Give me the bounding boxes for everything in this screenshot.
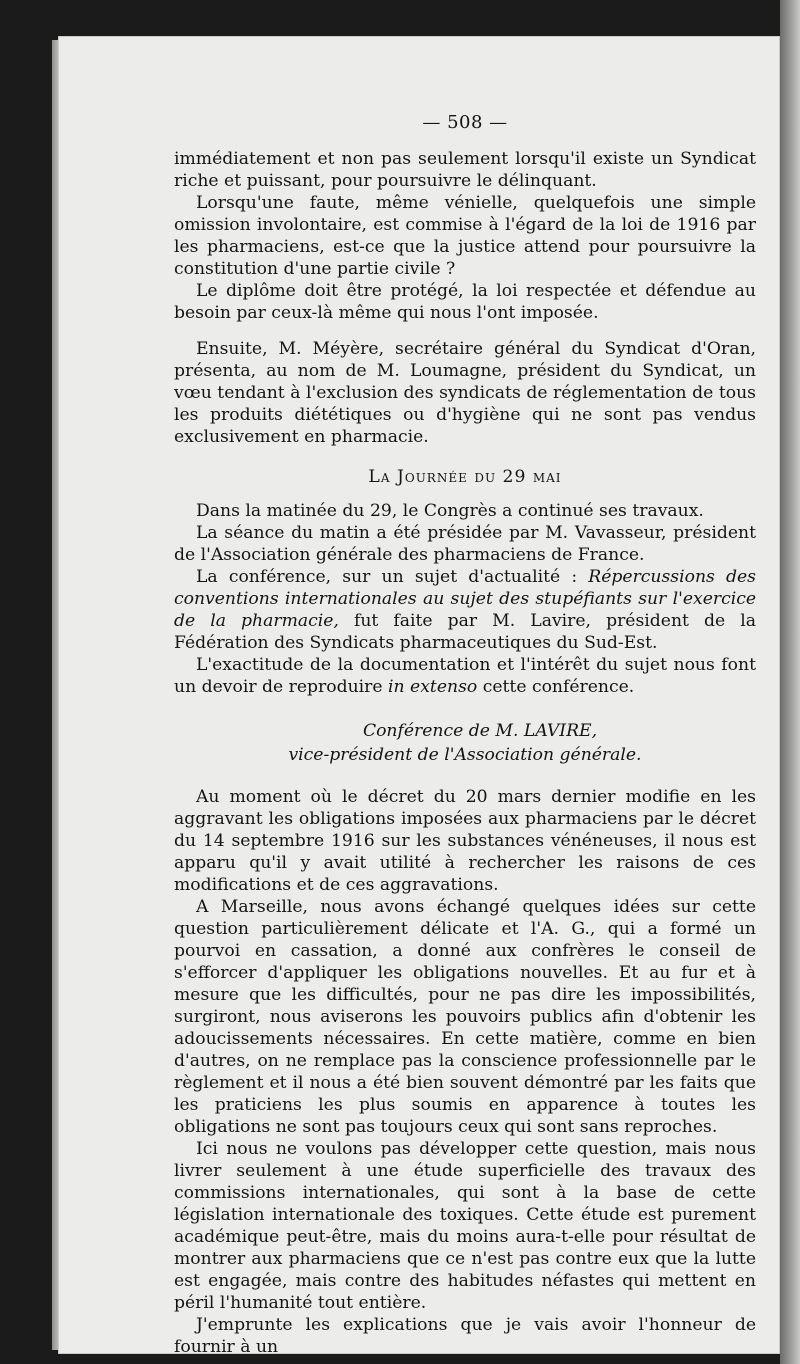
text-run: L'exactitude de la documentation et l'intérêt du sujet nous font un devoir de reproduire [174,655,756,697]
text-run: La conférence, sur un sujet d'actualité : [196,567,589,587]
paragraph: Le diplôme doit être protégé, la loi respectée et défendue au besoin par ceux-là même qui nous l'ont imposée. [174,281,756,323]
conference-title: Conférence de M. LAVIRE, [362,721,598,741]
adjacent-page-edge [780,0,800,1364]
paragraph: Ensuite, M. Méyère, secrétaire général du Syndicat d'Oran, présenta, au nom de M. Loumagne, président du Syndicat, un vœu tendant à l'exclusion des syndicats de réglementation de tous les produits diététiques ou d'hygiène qui ne sont pas vendus exclusivement en pharmacie. [174,339,756,447]
paragraph: Au moment où le décret du 20 mars dernier modifie en les aggravant les obligations imposées aux pharmaciens par le décret du 14 septembre 1916 sur les substances vénéneuses, il nous est apparu qu'il y avait utilité à rechercher les raisons de ces modifications et de ces aggravations. [174,787,756,895]
page-text [174,112,756,1358]
text-run: fut faite par M. Lavire, président de la Fédération des Syndicats pharmaceutiques du Sud-Est. [174,611,756,653]
section-heading: La Journée du 29 mai [368,467,562,487]
page-number: — 508 — [422,112,508,133]
italic-title: Répercussions des conventions internationales au sujet des stupéfiants sur l'exercice de la pharmacie, [174,567,757,631]
paragraph-with-italic [174,654,756,698]
text-run: cette conférence. [477,677,635,697]
paragraph: A Marseille, nous avons échangé quelques idées sur cette question particulièrement délicate et l'A. G., qui a formé un pourvoi en cassation, a donné aux confrères le conseil de s'efforcer d'appliquer les obligations nouvelles. Et au fur et à mesure que les difficultés, pour ne pas dire les impossibilités, surgiront, nous aviserons les pouvoirs publics afin d'obtenir les adoucissements nécessaires. En cette matière, comme en bien d'autres, on ne remplace pas la conscience professionnelle par le règlement et il nous a été bien souvent démontré par les faits que les praticiens les plus soumis en apparence à toutes les obligations ne sont pas toujours ceux qui sont sans reproches. [174,897,756,1137]
paragraph-continued: immédiatement et non pas seulement lorsqu'il existe un Syndicat riche et puissant, pour poursuivre le délinquant. [174,149,756,191]
paragraph: Lorsqu'une faute, même vénielle, quelquefois une simple omission involontaire, est commise à l'égard de la loi de 1916 par les pharmaciens, est-ce que la justice attend pour poursuivre la constitution d'une partie civile ? [174,193,756,279]
paragraph: Ici nous ne voulons pas développer cette question, mais nous livrer seulement à une étude superficielle des travaux des commissions internationales, qui sont à la base de cette législation internationale des toxiques. Cette étude est purement académique peut-être, mais du moins aura-t-elle pour résultat de montrer aux pharmaciens que ce n'est pas contre eux que la lutte est engagée, mais contre des habitudes néfastes qui mettent en péril l'humanité tout entière. [174,1139,756,1313]
paragraph-continues: J'emprunte les explications que je vais avoir l'honneur de fournir à un [174,1315,756,1357]
paragraph: La séance du matin a été présidée par M. Vavasseur, président de l'Association générale des pharmaciens de France. [174,523,756,565]
paragraph-with-italic-title [174,566,756,654]
italic-phrase: in extenso [388,677,478,697]
conference-subtitle: vice-président de l'Association générale. [288,745,642,765]
paragraph: Dans la matinée du 29, le Congrès a continué ses travaux. [196,501,704,521]
